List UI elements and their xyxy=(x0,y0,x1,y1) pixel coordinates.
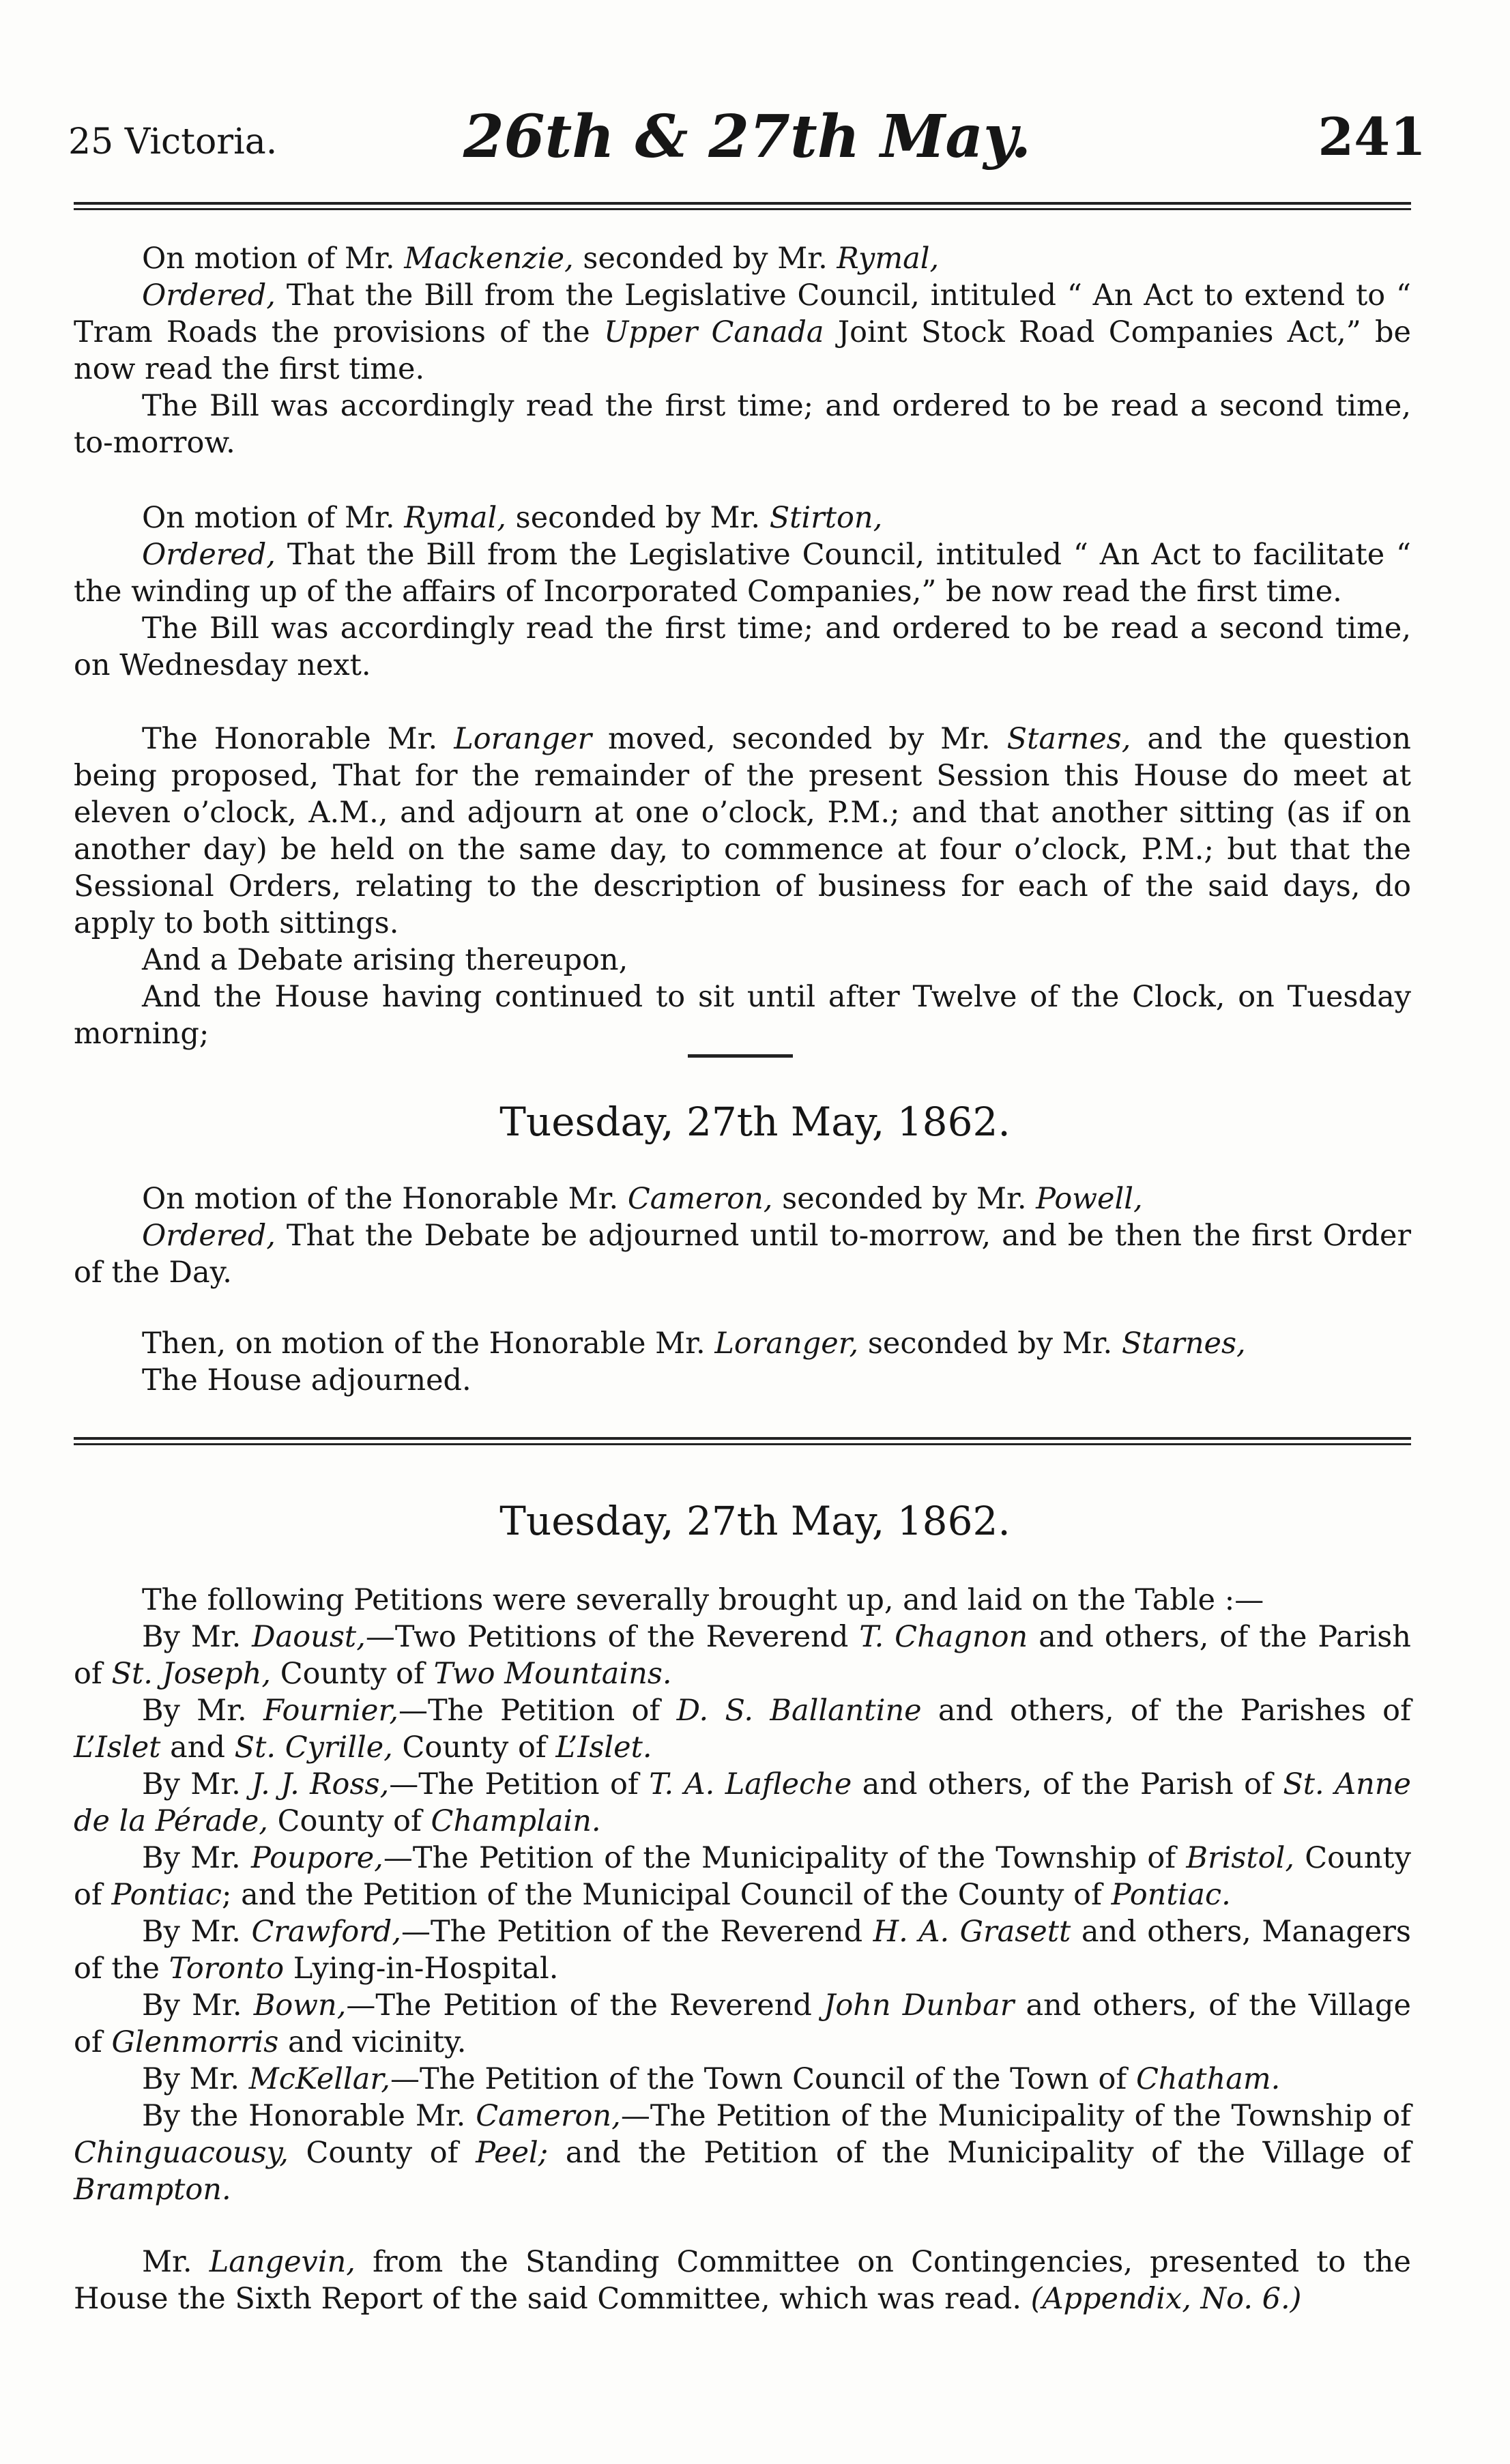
paragraph: Mr. Langevin, from the Standing Committee on Contingencies, presented to the House the Sixth Report of the said Committee, which was read. (Appendix, No. 6.) xyxy=(74,2245,1412,2316)
header-rule xyxy=(74,202,1411,210)
paragraph: Then, on motion of the Honorable Mr. Loranger, seconded by Mr. Starnes, xyxy=(142,1327,1246,1361)
petitions-section xyxy=(74,1582,1411,2317)
date-heading: Tuesday, 27th May, 1862. xyxy=(499,1099,1011,1145)
paragraph: Ordered, That the Debate be adjourned until to-morrow, and be then the first Order of the Day. xyxy=(74,1219,1411,1290)
paragraph: The following Petitions were severally brought up, and laid on the Table :— xyxy=(142,1583,1264,1617)
paragraph: Ordered, That the Bill from the Legislative Council, intituled “ An Act to extend to “ Tram Roads the provisions of the Upper Canada Joint Stock Road Companies Act,” be now read the first time. xyxy=(74,278,1412,386)
paragraph: The Bill was accordingly read the first time; and ordered to be read a second time, on Wednesday next. xyxy=(74,611,1411,682)
petition-entry: By Mr. Bown,—The Petition of the Reverend John Dunbar and others, of the Village of Glenmorris and vicinity. xyxy=(74,1988,1412,2059)
paragraph: On motion of the Honorable Mr. Cameron, seconded by Mr. Powell, xyxy=(142,1182,1143,1216)
paragraph: On motion of Mr. Rymal, seconded by Mr. Stirton, xyxy=(142,501,883,535)
paragraph: On motion of Mr. Mackenzie, seconded by Mr. Rymal, xyxy=(142,242,940,276)
paragraph: The House adjourned. xyxy=(142,1363,471,1397)
page-number: 241 xyxy=(1318,106,1426,167)
section-divider xyxy=(688,1054,793,1058)
paragraph: And the House having continued to sit until after Twelve of the Clock, on Tuesday morning; xyxy=(74,980,1411,1051)
petition-entry: By Mr. McKellar,—The Petition of the Town Council of the Town of Chatham. xyxy=(142,2062,1281,2096)
paragraph: The Bill was accordingly read the first time; and ordered to be read a second time, to-morrow. xyxy=(74,389,1411,460)
petition-entry: By the Honorable Mr. Cameron,—The Petition of the Municipality of the Township of Chinguacousy, County of Peel; and the Petition of the Municipality of the Village of Brampton. xyxy=(74,2099,1412,2207)
petition-entry: By Mr. Crawford,—The Petition of the Reverend H. A. Grasett and others, Managers of the Toronto Lying-in-Hospital. xyxy=(74,1915,1411,1986)
page-header xyxy=(68,102,1426,177)
petition-entry: By Mr. Fournier,—The Petition of D. S. Ballantine and others, of the Parishes of L’Islet and St. Cyrille, County of L’Islet. xyxy=(74,1694,1411,1765)
date-title: 26th & 27th May. xyxy=(463,102,1032,171)
paragraph: And a Debate arising thereupon, xyxy=(142,943,628,977)
session-label: 25 Victoria. xyxy=(68,121,278,162)
proceedings-section-2 xyxy=(74,1180,1411,1399)
section-rule xyxy=(74,1437,1411,1445)
date-heading: Tuesday, 27th May, 1862. xyxy=(499,1498,1011,1544)
paragraph: Ordered, That the Bill from the Legislative Council, intituled “ An Act to facilitate “ the winding up of the affairs of Incorporated Companies,” be now read the first time. xyxy=(74,538,1411,609)
petition-entry: By Mr. J. J. Ross,—The Petition of T. A. Lafleche and others, of the Parish of St. Anne de la Pérade, County of Champlain. xyxy=(74,1767,1412,1838)
petition-entry: By Mr. Poupore,—The Petition of the Municipality of the Township of Bristol, County of Pontiac; and the Petition of the Municipal Council of the County of Pontiac. xyxy=(74,1841,1412,1912)
petition-entry: By Mr. Daoust,—Two Petitions of the Reverend T. Chagnon and others, of the Parish of St. Joseph, County of Two Mountains. xyxy=(74,1620,1411,1691)
proceedings-section-1 xyxy=(74,240,1411,1052)
paragraph: The Honorable Mr. Loranger moved, seconded by Mr. Starnes, and the question being proposed, That for the remainder of the present Session this House do meet at eleven o’clock, A.M., and adjourn at one o’clock, P.M.; and that another sitting (as if on another day) be held on the same day, to commence at four o’clock, P.M.; but that the Sessional Orders, relating to the description of business for each of the said days, do apply to both sittings. xyxy=(74,722,1411,940)
